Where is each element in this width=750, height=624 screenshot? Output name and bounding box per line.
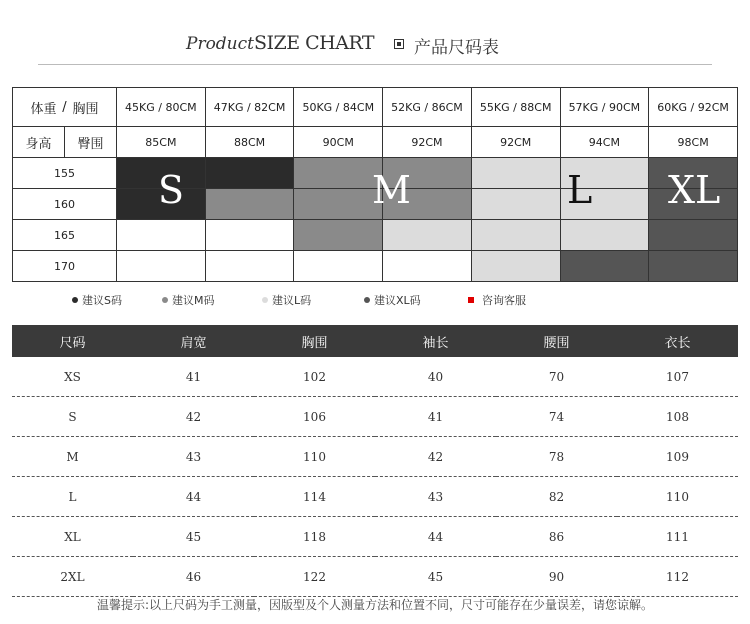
table-cell: 44: [133, 477, 254, 517]
weight-bust-cell: 55KG / 88CM: [471, 88, 560, 127]
hip-cell: 85CM: [117, 127, 206, 158]
fill-cell: [294, 189, 383, 220]
table-cell: 2XL: [12, 557, 133, 597]
hip-label: 臀围: [77, 136, 104, 152]
size-letter-m: M: [372, 168, 411, 212]
header-chinese-title: 产品尺码表: [414, 38, 499, 58]
height-cell: 160: [13, 189, 117, 220]
weight-bust-cell: 45KG / 80CM: [117, 88, 206, 127]
legend-item: [262, 292, 311, 308]
height-hip-label-cell: [13, 127, 117, 158]
table-cell: 46: [133, 557, 254, 597]
table-cell: 42: [133, 397, 254, 437]
table-cell: 110: [254, 437, 375, 477]
table-cell: 111: [617, 517, 738, 557]
measurement-table: [12, 325, 738, 597]
size-letter-l: L: [567, 168, 593, 212]
legend-label: 建议L码: [272, 294, 312, 307]
weight-label: 体重: [30, 101, 57, 117]
column-header: 胸围: [254, 325, 375, 357]
table-row: [12, 517, 738, 557]
fill-cell: [205, 189, 294, 220]
size-letter-s: S: [158, 168, 185, 212]
hip-cell: 92CM: [471, 127, 560, 158]
table-cell: L: [12, 477, 133, 517]
table-cell: 82: [496, 477, 617, 517]
column-header: 肩宽: [133, 325, 254, 357]
column-header: 腰围: [496, 325, 617, 357]
table-cell: 106: [254, 397, 375, 437]
table-cell: 42: [375, 437, 496, 477]
weight-bust-cell: 50KG / 84CM: [294, 88, 383, 127]
fill-cell: [294, 220, 383, 251]
fill-cell: [560, 220, 649, 251]
hip-cell: 94CM: [560, 127, 649, 158]
table-row: [12, 357, 738, 397]
fill-cell: [205, 158, 294, 189]
fill-cell: [471, 251, 560, 282]
fill-cell: [117, 220, 206, 251]
height-label: 身高: [13, 127, 65, 157]
fill-cell: [383, 251, 472, 282]
column-header: 衣长: [617, 325, 738, 357]
table-cell: 102: [254, 357, 375, 397]
table-cell: 45: [133, 517, 254, 557]
chart-header: [0, 28, 750, 64]
legend-item: [72, 292, 122, 308]
fill-cell: [205, 220, 294, 251]
table-cell: 45: [375, 557, 496, 597]
bust-label: 胸围: [72, 101, 99, 117]
weight-bust-cell: 57KG / 90CM: [560, 88, 649, 127]
fill-cell: [471, 189, 560, 220]
legend-label: 建议S码: [82, 294, 122, 307]
legend-label: 咨询客服: [482, 294, 526, 307]
table-cell: 110: [617, 477, 738, 517]
weight-bust-cell: 60KG / 92CM: [649, 88, 738, 127]
weight-bust-row: [13, 88, 738, 127]
fill-cell: [205, 251, 294, 282]
height-cell: 165: [13, 220, 117, 251]
table-cell: 114: [254, 477, 375, 517]
legend-item: [162, 292, 215, 308]
square-bullet-icon: [394, 39, 404, 49]
legend-label: 建议XL码: [374, 294, 421, 307]
legend-item: [468, 292, 526, 308]
height-hip-row: [13, 127, 738, 158]
hip-cell: 98CM: [649, 127, 738, 158]
height-row: [13, 251, 738, 282]
hip-cell: 92CM: [383, 127, 472, 158]
fill-cell: [294, 158, 383, 189]
dot-icon: [72, 297, 78, 303]
fill-cell: [649, 251, 738, 282]
table-cell: 122: [254, 557, 375, 597]
table-cell: 44: [375, 517, 496, 557]
table-cell: 40: [375, 357, 496, 397]
fill-cell: [471, 158, 560, 189]
table-row: [12, 397, 738, 437]
legend-label: 建议M码: [172, 294, 215, 307]
table-cell: S: [12, 397, 133, 437]
dot-icon: [364, 297, 370, 303]
fill-cell: [294, 251, 383, 282]
weight-bust-cell: 47KG / 82CM: [205, 88, 294, 127]
height-row: [13, 220, 738, 251]
table-cell: 74: [496, 397, 617, 437]
fill-cell: [383, 220, 472, 251]
dot-icon: [262, 297, 268, 303]
square-icon: [468, 297, 474, 303]
table-cell: 86: [496, 517, 617, 557]
footnote: 温馨提示:以上尺码为手工测量，因版型及个人测量方法和位置不同，尺寸可能存在少量误差，请您谅解。: [96, 598, 654, 612]
weight-bust-label-cell: [13, 88, 117, 127]
header-divider: [38, 64, 712, 65]
table-cell: 41: [375, 397, 496, 437]
fill-cell: [560, 251, 649, 282]
fill-cell: [471, 220, 560, 251]
column-header: 袖长: [375, 325, 496, 357]
table-row: [12, 557, 738, 597]
legend-item: [364, 292, 421, 308]
table-cell: 70: [496, 357, 617, 397]
height-cell: 155: [13, 158, 117, 189]
fill-cell: [117, 251, 206, 282]
header-size-chart: SIZE CHART: [254, 32, 375, 54]
table-cell: M: [12, 437, 133, 477]
column-header: 尺码: [12, 325, 133, 357]
size-letter-xl: XL: [668, 168, 721, 212]
table-cell: XS: [12, 357, 133, 397]
table-row: [12, 477, 738, 517]
table-cell: 108: [617, 397, 738, 437]
height-cell: 170: [13, 251, 117, 282]
table-cell: 78: [496, 437, 617, 477]
table-cell: XL: [12, 517, 133, 557]
table-cell: 107: [617, 357, 738, 397]
table-cell: 112: [617, 557, 738, 597]
header-product: Product: [186, 34, 254, 54]
weight-bust-cell: 52KG / 86CM: [383, 88, 472, 127]
hip-cell: 88CM: [205, 127, 294, 158]
dot-icon: [162, 297, 168, 303]
fill-cell: [649, 220, 738, 251]
measurement-header-row: [12, 325, 738, 357]
hip-cell: 90CM: [294, 127, 383, 158]
table-cell: 43: [375, 477, 496, 517]
table-cell: 41: [133, 357, 254, 397]
table-row: [12, 437, 738, 477]
table-cell: 118: [254, 517, 375, 557]
slash-sep: /: [62, 99, 67, 115]
table-cell: 90: [496, 557, 617, 597]
table-cell: 43: [133, 437, 254, 477]
table-cell: 109: [617, 437, 738, 477]
